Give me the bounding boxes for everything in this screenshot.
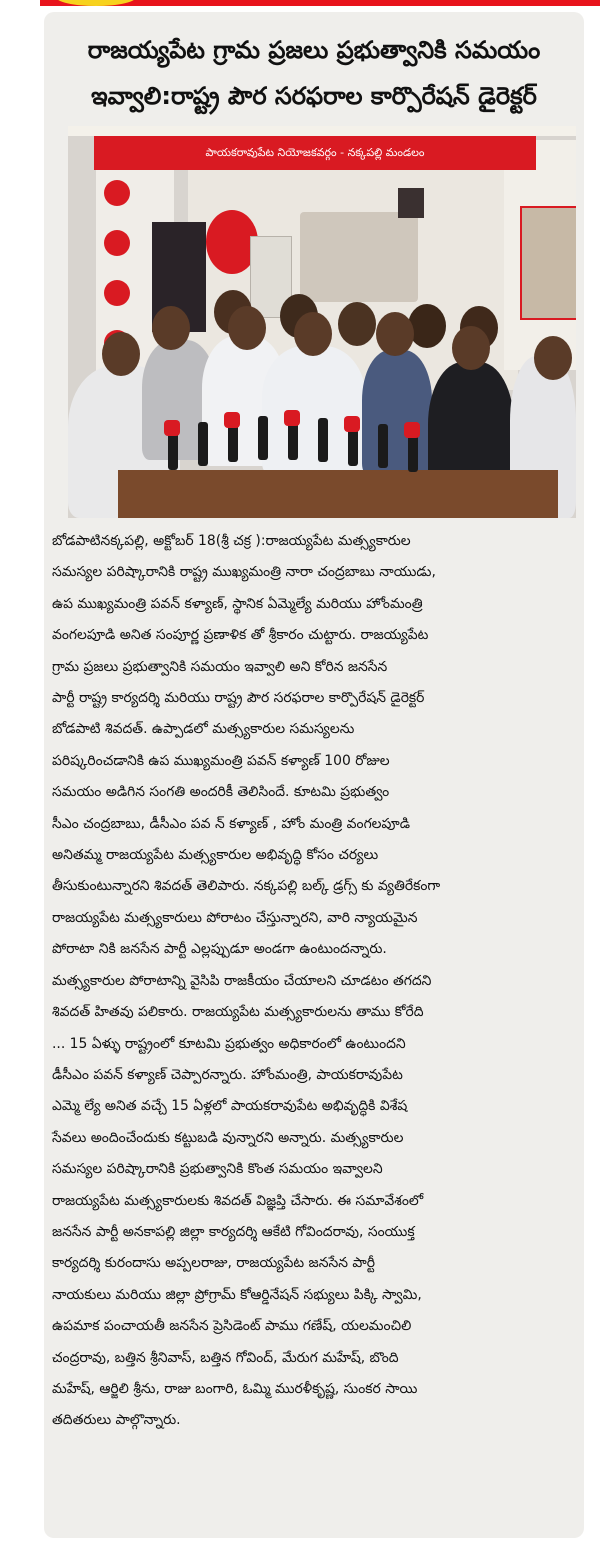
microphone (378, 424, 388, 468)
microphone (258, 416, 268, 460)
article-line: బోడపాటినక్కపల్లి, అక్టోబర్ 18(శ్రీ చక్ర ):రాజయ్యపేట మత్స్యకారుల (52, 533, 411, 549)
article-line: శివదత్ హితవు పలికారు. రాజయ్యపేట మత్స్యకారులను తాము కోరేది (52, 1004, 424, 1021)
article-body (52, 526, 584, 1437)
microphone (198, 422, 208, 466)
article-line: తీసుకుంటున్నారని శివదత్ తెలిపారు. నక్కపల్లి బల్క్ డ్రగ్స్ కు వ్యతిరేకంగా (52, 878, 441, 895)
photo-wall-frame (398, 188, 424, 218)
photo-ceiling (68, 126, 576, 136)
person-body (362, 350, 432, 476)
article-line: చంద్రరావు, బత్తిన శ్రీనివాస్, బత్తిన గోవింద్, మేరుగ మహేష్, బొంది (52, 1349, 399, 1366)
article-line: గ్రామ ప్రజలు ప్రభుత్వానికి సమయం ఇవ్వాలి అని కోరిన జనసేన (52, 658, 388, 675)
article-line: కార్యదర్శి కురందాసు అప్పలరాజు, రాజయ్యపేట జనసేన పార్టీ (52, 1255, 375, 1272)
article-line: పరిష్కరించడానికి ఉప ముఖ్యమంత్రి పవన్ కళ్యాణ్ 100 రోజుల (52, 752, 390, 769)
article-line: అనితమ్మ రాజయ్యపేట మత్స్యకారుల అభివృద్ధి కోసం చర్యలు (52, 847, 379, 864)
article-line: సమస్యల పరిష్కారానికి ప్రభుత్వానికి కొంత సమయం ఇవ్వాలని (52, 1161, 383, 1178)
microphone (318, 418, 328, 462)
article-line: జనసేన పార్టీ అనకాపల్లి జిల్లా కార్యదర్శి ఆకేటి గోవిందరావు, సంయుక్త (52, 1223, 415, 1240)
person-head (376, 312, 414, 356)
microphone-tag (164, 420, 180, 436)
microphone-tag (284, 410, 300, 426)
article-line: మహేష్, ఆర్జిలి శ్రీను, రాజు బంగారి, ఓమ్మి మురళీకృష్ణ, సుంకర సాయి (52, 1380, 418, 1397)
article-line: సీఎం చంద్రబాబు, డీసీఎం పవ న్ కళ్యాణ్ , హోం మంత్రి వంగలపూడి (52, 815, 410, 832)
news-clipping (44, 12, 584, 1538)
person-head (228, 306, 266, 350)
microphone-tag (224, 412, 240, 428)
article-line: పోరాటా నికి జనసేన పార్టీ ఎల్లప్పుడూ అండగా ఉంటుందన్నారు. (52, 941, 387, 958)
article-line: పార్టీ రాష్ట్ర కార్యదర్శి మరియు రాష్ట్ర పౌర సరఫరాల కార్పొరేషన్ డైరెక్టర్ (52, 690, 425, 707)
article-line: సమయం అడిగిన సంగతి అందరికీ తెలిసిందే. కూటమి ప్రభుత్వం (52, 784, 390, 801)
headline-line-2: ఇవ్వాలి:రాష్ట్ర పౌర సరఫరాల కార్పొరేషన్ డైరెక్టర్ (91, 82, 537, 110)
person-head (294, 312, 332, 356)
article-line: ఉప ముఖ్యమంత్రి పవన్ కళ్యాణ్, స్థానిక ఏమ్మెల్యే మరియు హోంమంత్రి (52, 595, 423, 612)
photo-table (118, 470, 558, 518)
article-line: సమస్యల పరిష్కారానికి రాష్ట్ర ముఖ్యమంత్రి నారా చంద్రబాబు నాయుడు, (52, 564, 436, 581)
article-line: ... 15 ఏళ్ళు రాష్ట్రంలో కూటమి ప్రభుత్వం అధికారంలో ఉంటుందని (52, 1035, 406, 1052)
microphone-tag (404, 422, 420, 438)
article-line: మత్స్యకారుల పోరాటాన్ని వైసిపి రాజకీయం చేయాలని చూడటం తగదని (52, 972, 432, 989)
photo-banner: పాయకరావుపేట నియోజకవర్గం - నక్కపల్లి మండలం (94, 136, 536, 170)
article-line: బోడపాటి శివదత్. ఉప్పాడలో మత్స్యకారుల సమస్యలను (52, 721, 355, 738)
article-line: సేవలు అందించేందుకు కట్టుబడి వున్నారని అన్నారు. మత్స్యకారుల (52, 1129, 404, 1146)
photo-leaders-poster (300, 212, 418, 302)
article-line: నాయకులు మరియు జిల్లా ప్రోగ్రామ్ కోఆర్డినేషన్ సభ్యులు పిక్కి స్వామి, (52, 1286, 422, 1303)
article-line: డీసీఎం పవన్ కళ్యాణ్ చెప్పారన్నారు. హోంమంత్రి, పాయకరావుపేట (52, 1066, 403, 1083)
headline-line-1: రాజయ్యపేట గ్రామ ప్రజలు ప్రభుత్వానికి సమయం (87, 36, 541, 64)
article-line: వంగలపూడి అనిత సంపూర్ణ ప్రణాళిక తో శ్రీకారం చుట్టారు. రాజయ్యపేట (52, 627, 429, 644)
article-line: తదితరులు పాల్గొన్నారు. (52, 1412, 181, 1429)
article-line: ఎమ్మె ల్యే అనిత వచ్చే 15 ఏళ్లలో పాయకరావుపేట అభివృద్ధికి విశేష (52, 1098, 408, 1115)
person-head (452, 326, 490, 370)
person-head (152, 306, 190, 350)
article-line: రాజయ్యపేట మత్స్యకారులకు శివదత్ విజ్ఞప్తి చేసారు. ఈ సమావేశంలో (52, 1192, 424, 1209)
article-line: రాజయ్యపేట మత్స్యకారులు పోరాటం చేస్తున్నారని, వారి న్యాయమైన (52, 909, 418, 926)
photo-right-poster (520, 206, 576, 320)
person-head (534, 336, 572, 380)
person-head (102, 332, 140, 376)
microphone-tag (344, 416, 360, 432)
person-head (408, 304, 446, 348)
press-meet-photo (68, 126, 576, 518)
person-head (338, 302, 376, 346)
article-line: ఉపమాక పంచాయతీ జనసేన ప్రెసిడెంట్ పాము గణేష్, యలమంచిలి (52, 1318, 412, 1335)
